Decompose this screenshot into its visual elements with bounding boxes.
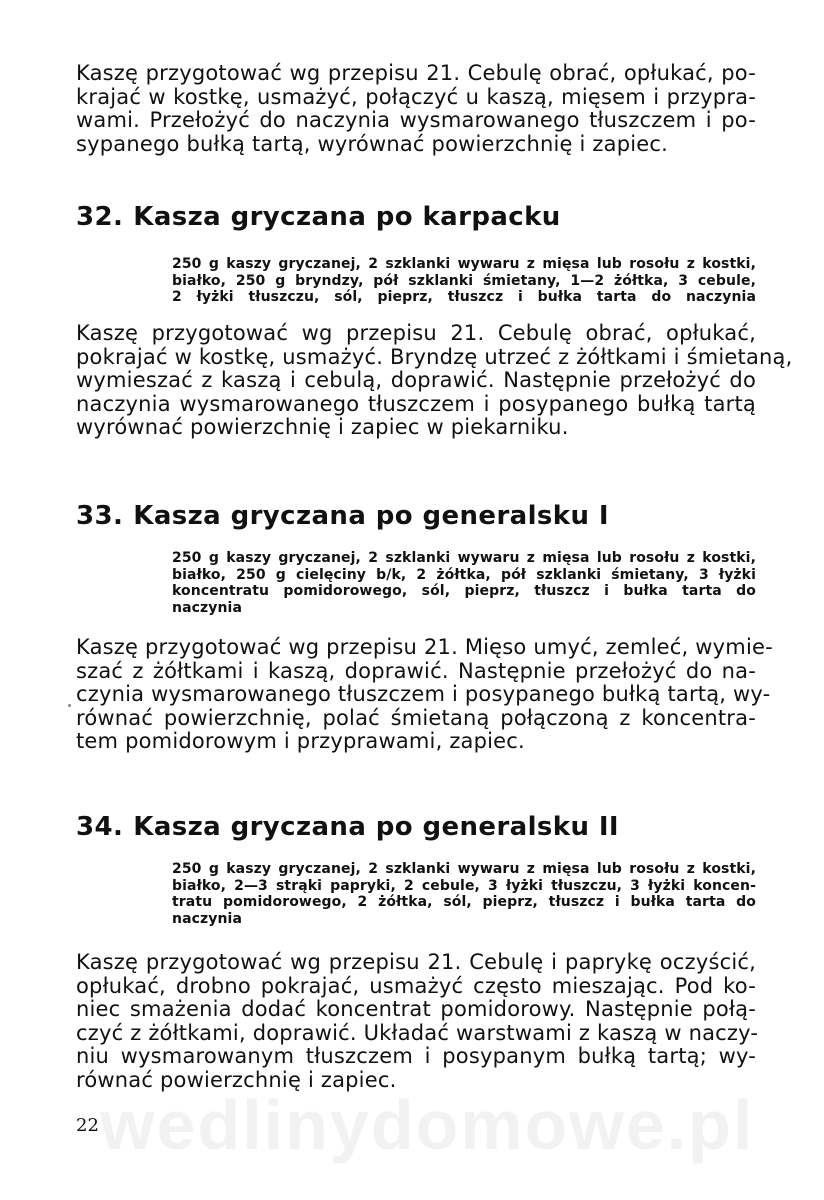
recipe-33-instructions (76, 635, 773, 754)
text-line: krajać w kostkę, usmażyć, połączyć u kaszą, mięsem i przypra- (76, 84, 756, 109)
recipe-32-heading (76, 202, 561, 232)
recipe-33-ingredients (172, 550, 756, 616)
recipe-32-instructions (76, 321, 793, 440)
recipe-number: 34. (76, 812, 124, 842)
ingredient-line: białko, 250 g bryndzy, pół szklanki śmietany, 1—2 żółtka, 3 cebule, (172, 272, 756, 289)
text-line: Kaszę przygotować wg przepisu 21. Cebulę obrać, opłukać, (76, 321, 756, 345)
recipe-title: Kasza gryczana po generalsku II (133, 812, 620, 842)
recipe-number: 32. (76, 202, 124, 232)
text-line: wami. Przełożyć do naczynia wysmarowanego tłuszczem i po- (76, 108, 756, 132)
ingredient-line: 2 łyżki tłuszczu, sól, pieprz, tłuszcz i bułka tarta do naczynia (172, 289, 756, 305)
page-number: 22 (76, 1115, 99, 1136)
text-line: szać z żółtkami i kaszą, doprawić. Następnie przełożyć do na- (76, 658, 756, 683)
ingredient-line: białko, 250 g cielęciny b/k, 2 żółtka, pół szklanki śmietany, 3 łyżki (172, 566, 756, 583)
text-line: czynia wysmarowanego tłuszczem i posypanego bułką tartą, wy- (76, 682, 771, 706)
intro-paragraph (76, 62, 756, 156)
text-line: równać powierzchnię i zapiec. (76, 1067, 397, 1092)
ingredient-line: naczynia (172, 599, 243, 616)
print-speck (68, 704, 71, 707)
text-line: Kaszę przygotować wg przepisu 21. Cebulę obrać, opłukać, po- (76, 61, 756, 85)
ingredient-line: tratu pomidorowego, 2 żółtka, sól, pieprz, tłuszcz i bułka tarta do (172, 894, 756, 910)
ingredient-line: 250 g kaszy gryczanej, 2 szklanki wywaru z mięsa lub rosołu z kostki, (172, 256, 756, 272)
ingredient-line: 250 g kaszy gryczanej, 2 szklanki wywaru z mięsa lub rosołu z kostki, (172, 861, 756, 877)
ingredient-line: naczynia (172, 910, 243, 927)
text-line: tem pomidorowym i przyprawami, zapiec. (76, 729, 525, 753)
recipe-34-instructions (76, 950, 759, 1092)
text-line: opłukać, drobno pokrajać, usmażyć często mieszając. Pod ko- (76, 973, 756, 998)
text-line: pokrajać w kostkę, usmażyć. Bryndzę utrzeć z żółtkami i śmietaną, (76, 344, 793, 369)
recipe-34-heading (76, 812, 619, 842)
text-line: wymieszać z kaszą i cebulą, doprawić. Następnie przełożyć do (76, 368, 756, 392)
recipe-title: Kasza gryczana po karpacku (133, 202, 561, 232)
text-line: Kaszę przygotować wg przepisu 21. Mięso umyć, zemleć, wymie- (76, 635, 773, 659)
ingredient-line: koncentratu pomidorowego, sól, pieprz, tłuszcz i bułka tarta do (172, 583, 756, 599)
watermark: wedlinydomowe.pl (100, 1086, 755, 1164)
text-line: Kaszę przygotować wg przepisu 21. Cebulę i paprykę oczyścić, (76, 950, 756, 974)
text-line: niec smażenia dodać koncentrat pomidorowy. Następnie połą- (76, 997, 756, 1021)
recipe-title: Kasza gryczana po generalsku I (133, 501, 609, 531)
text-line: niu wysmarowanym tłuszczem i posypanym bułką tartą; wy- (76, 1044, 756, 1068)
text-line: równać powierzchnię, polać śmietaną połączoną z koncentra- (76, 705, 756, 730)
recipe-33-heading (76, 501, 609, 531)
recipe-number: 33. (76, 501, 124, 531)
text-line: naczynia wysmarowanego tłuszczem i posypanego bułką tartą (76, 391, 756, 416)
ingredient-line: białko, 2—3 strąki papryki, 2 cebule, 3 łyżki tłuszczu, 3 łyżki koncen- (172, 877, 756, 894)
ingredient-line: 250 g kaszy gryczanej, 2 szklanki wywaru z mięsa lub rosołu z kostki, (172, 550, 756, 566)
recipe-32-ingredients (172, 256, 756, 306)
recipe-34-ingredients (172, 861, 756, 927)
text-line: wyrównać powierzchnię i zapiec w piekarniku. (76, 415, 569, 439)
text-line: sypanego bułką tartą, wyrównać powierzchnię i zapiec. (76, 131, 669, 156)
text-line: czyć z żółtkami, doprawić. Układać warstwami z kaszą w naczy- (76, 1020, 759, 1045)
